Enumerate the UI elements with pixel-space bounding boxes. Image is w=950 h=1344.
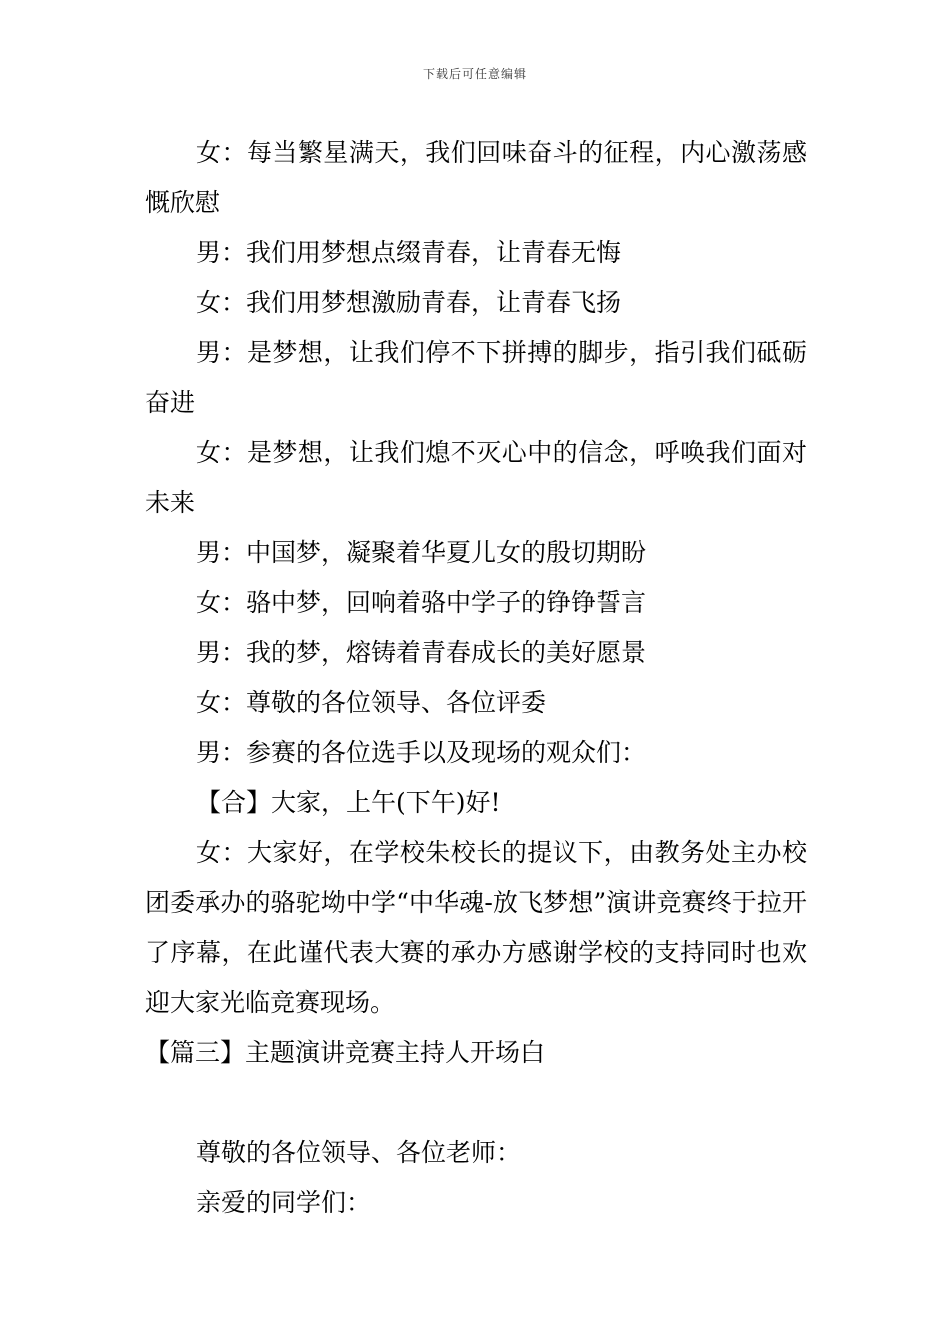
dialogue-line: 女：大家好，在学校朱校长的提议下，由教务处主办校团委承办的骆驼坳中学“中华魂-放飞梦想”演讲竞赛终于拉开了序幕，在此谨代表大赛的承办方感谢学校的支持同时也欢迎大家光临竞赛现场。 <box>145 838 807 1017</box>
dialogue-line: 男：是梦想，让我们停不下拼搏的脚步，指引我们砥砺奋进 <box>145 338 807 417</box>
page-header: 下载后可任意编辑 <box>422 67 527 81</box>
dialogue-line: 男：我们用梦想点缀青春，让青春无悔 <box>196 238 622 267</box>
salutation-line: 尊敬的各位领导、各位老师： <box>196 1138 522 1167</box>
dialogue-line: 女：是梦想，让我们熄不灭心中的信念，呼唤我们面对未来 <box>145 438 807 517</box>
dialogue-line: 女：我们用梦想激励青春，让青春飞扬 <box>196 288 622 317</box>
document-body <box>145 128 807 1228</box>
dialogue-line: 【合】大家，上午(下午)好! <box>196 788 501 817</box>
dialogue-line: 女：每当繁星满天，我们回味奋斗的征程，内心激荡感慨欣慰 <box>145 138 807 217</box>
dialogue-line: 男：参赛的各位选手以及现场的观众们： <box>196 738 647 767</box>
dialogue-line: 男：中国梦，凝聚着华夏儿女的殷切期盼 <box>196 538 647 567</box>
section-heading: 【篇三】主题演讲竞赛主持人开场白 <box>145 1038 546 1067</box>
dialogue-line: 女：尊敬的各位领导、各位评委 <box>196 688 547 717</box>
dialogue-line: 男：我的梦，熔铸着青春成长的美好愿景 <box>196 638 647 667</box>
salutation-line: 亲爱的同学们： <box>196 1188 372 1217</box>
dialogue-line: 女：骆中梦，回响着骆中学子的铮铮誓言 <box>196 588 647 617</box>
